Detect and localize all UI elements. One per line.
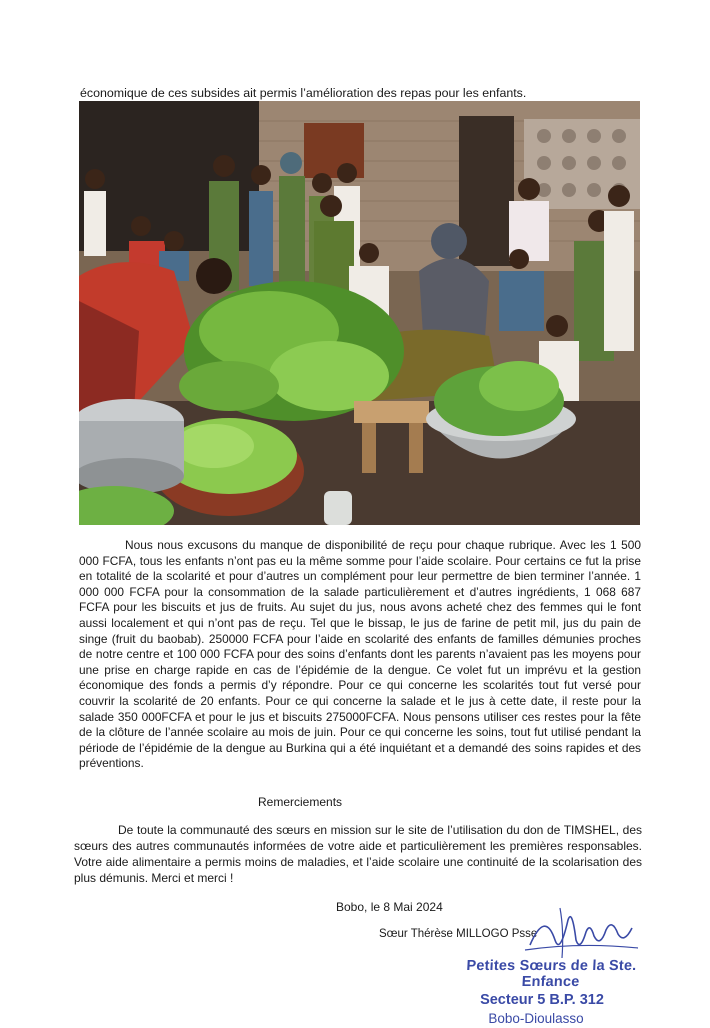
paragraph-thanks [74, 822, 642, 886]
signer-name: Sœur Thérèse MILLOGO Psse [379, 928, 538, 940]
institution-stamp [446, 958, 656, 1026]
handwritten-signature-icon [520, 900, 640, 962]
paragraph-expenses-text: Nous nous excusons du manque de disponibilité de reçu pour chaque rubrique. Avec les 1 500 000 FCFA, tous les enfants n’ont pas eu la même somme pour l’aide scolaire. Pour certains ce fut la prise en totalité de la scolarité et pour d’autres un complément pour leur permettre de bien terminer l’année. 1 000 000 FCFA pour la consommation de la salade particulièrement et d’autres ingrédients, 1 068 687 FCFA pour les biscuits et jus de fruits. Au sujet du jus, nous avons acheté chez des femmes qui le font aussi localement et qui n’ont pas de reçu. Tel que le bissap, le jus de farine de petit mil, jus du pain de singe (fruit du baobab). 250000 FCFA pour l’aide en scolarité des enfants de familles démunies proches de notre centre et 100 000 FCFA pour des soins d’enfants dont les parents n’avaient pas les moyens pour une prise en charge rapide en cas de l’épidémie de la dengue. Ce volet fut un imprévu et la gestion économique des fonds a permis d’y répondre. Pour ce qui concerne les scolarités tout fut versé pour couvrir la scolarité de 20 enfants. Pour ce qui concerne la salade et le jus à cette date, il reste pour la salade 350 000FCFA et pour le jus et biscuits 275000FCFA. Nous pensons utiliser ces restes pour la fête de la clôture de l’année scolaire au mois de juin. Pour ce qui concerne les soins, tout fut utilisé pendant la période de l’épidémie de la dengue au Burkina qui a été inquiétant et a demandé des soins rapides et des préventions. [79, 538, 641, 771]
paragraph-thanks-text: De toute la communauté des sœurs en mission sur le site de l’utilisation du don de TIMSHEL, des sœurs des autres communautés informées de votre aide et particulièrement les premières responsables. Votre aide alimentaire a permis moins de maladies, et l’aide scolaire une continuité de la scolarisation des plus démunis. Merci et merci ! [74, 823, 642, 886]
door-dark [459, 116, 514, 266]
photo-children-preparing-lettuce [79, 101, 640, 525]
stamp-line-2: Secteur 5 B.P. 312 [480, 992, 604, 1008]
paragraph-expenses [79, 538, 641, 772]
stamp-line-3: Bobo-Dioulasso [488, 1011, 584, 1026]
metal-pot [79, 399, 184, 494]
bottle [324, 491, 352, 525]
photo-illustration [79, 101, 640, 525]
stamp-line-1: Petites Sœurs de la Ste. Enfance [466, 958, 637, 990]
date-line: Bobo, le 8 Mai 2024 [336, 900, 443, 914]
heading-remerciements: Remerciements [258, 795, 343, 809]
intro-line: économique de ces subsides ait permis l’amélioration des repas pour les enfants. [80, 86, 527, 100]
